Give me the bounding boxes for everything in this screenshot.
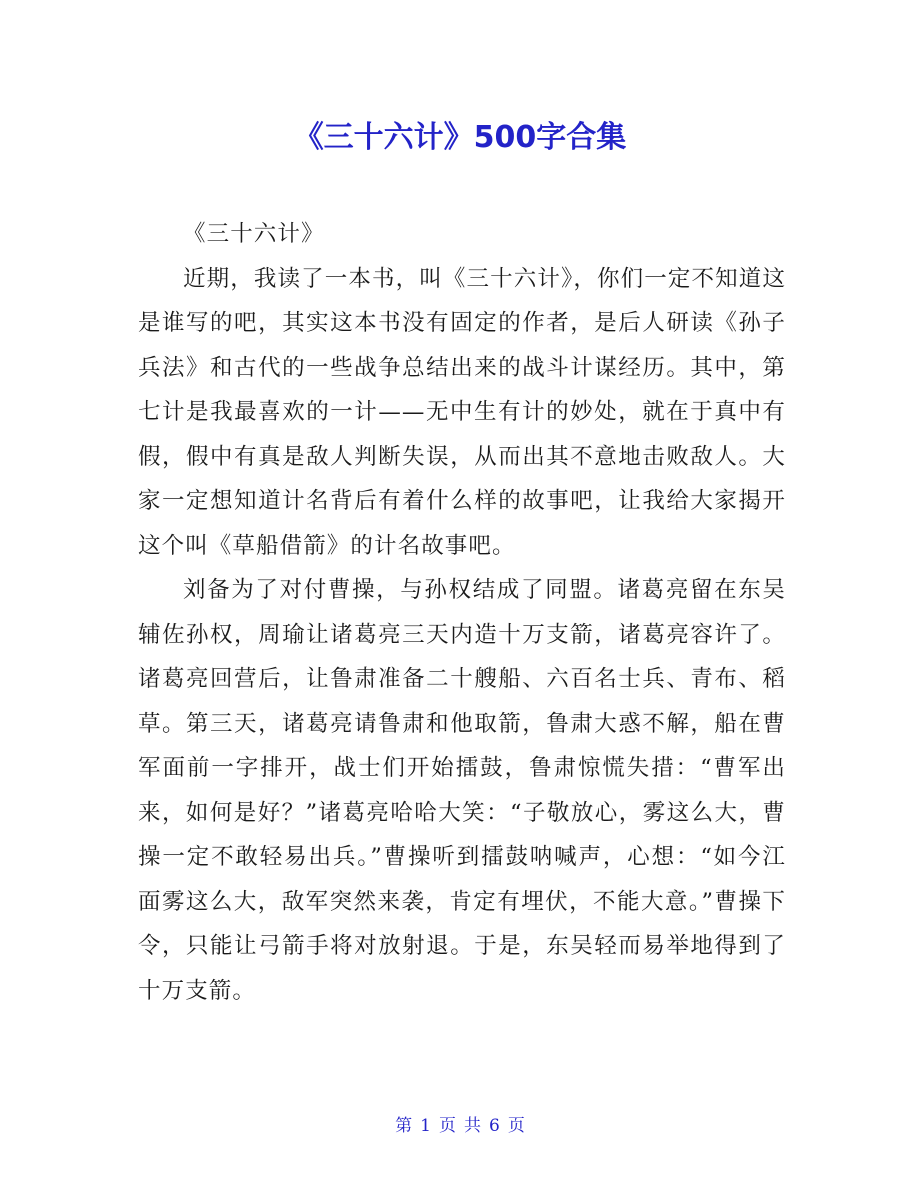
- page-footer: [0, 1112, 920, 1140]
- document-subtitle: 《三十六计》: [183, 221, 325, 247]
- paragraph-story: 刘备为了对付曹操，与孙权结成了同盟。诸葛亮留在东吴辅佐孙权，周瑜让诸葛亮三天内造十万支箭，诸葛亮容许了。诸葛亮回营后，让鲁肃准备二十艘船、六百名士兵、青布、稻草。第三天，诸葛亮请鲁肃和他取箭，鲁肃大惑不解，船在曹军面前一字排开，战士们开始擂鼓，鲁肃惊慌失措：“曹军出来，如何是好？”诸葛亮哈哈大笑：“子敬放心，雾这么大，曹操一定不敢轻易出兵。”曹操听到擂鼓呐喊声，心想：“如今江面雾这么大，敌军突然来袭，肯定有埋伏，不能大意。”曹操下令，只能让弓箭手将对放射退。于是，东吴轻而易举地得到了十万支箭。: [138, 577, 786, 1004]
- paragraph-intro: 近期，我读了一本书，叫《三十六计》，你们一定不知道这是谁写的吧，其实这本书没有固定的作者，是后人研读《孙子兵法》和古代的一些战争总结出来的战斗计谋经历。其中，第七计是我最喜欢的一计——无中生有计的妙处，就在于真中有假，假中有真是敌人判断失误，从而出其不意地击败敌人。大家一定想知道计名背后有着什么样的故事吧，让我给大家揭开这个叫《草船借箭》的计名故事吧。: [138, 265, 786, 559]
- footer-suffix: 页: [507, 1116, 525, 1136]
- footer-total-prefix: 共: [464, 1116, 481, 1136]
- footer-total-pages: 6: [489, 1116, 500, 1136]
- document-body: [138, 212, 786, 1013]
- footer-current-page: 1: [420, 1116, 431, 1136]
- document-title: 《三十六计》500字合集: [293, 120, 627, 155]
- footer-page-word: 页: [439, 1116, 456, 1136]
- footer-prefix: 第: [395, 1116, 413, 1136]
